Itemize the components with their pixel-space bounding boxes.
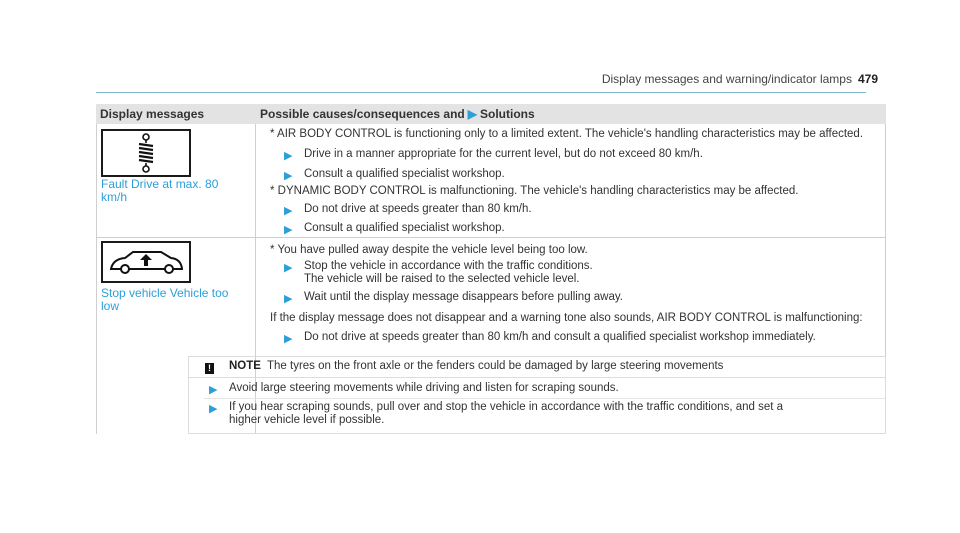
solution-step: Do not drive at speeds greater than 80 km/h. (304, 203, 532, 215)
solution-step: Consult a qualified specialist workshop. (304, 222, 505, 234)
col-header-solutions: Possible causes/consequences and ▶ Solutions (260, 107, 535, 121)
arrow-right-icon: ▶ (467, 107, 477, 121)
note-item-continued: higher vehicle level if possible. (229, 414, 385, 426)
note-header (189, 357, 885, 378)
suspension-spring-icon (101, 129, 191, 177)
solution-step: Do not drive at speeds greater than 80 km/h and consult a qualified specialist workshop immediately. (304, 331, 816, 343)
cause-text: * You have pulled away despite the vehicle level being too low. (270, 244, 588, 256)
cause-text: * DYNAMIC BODY CONTROL is malfunctioning. The vehicle's handling characteristics may be affected. (270, 185, 799, 197)
page-header-title: Display messages and warning/indicator lamps 479 (601, 72, 878, 86)
solution-step: Consult a qualified specialist workshop. (304, 168, 505, 180)
page-number: 479 (857, 72, 878, 86)
note-text: The tyres on the front axle or the fenders could be damaged by large steering movements (267, 360, 724, 372)
row-divider (96, 237, 886, 238)
step-arrow-icon: ▶ (284, 262, 293, 274)
note-box (188, 356, 886, 434)
table-header (96, 104, 886, 124)
step-arrow-icon: ▶ (209, 384, 218, 396)
solution-step: Stop the vehicle in accordance with the traffic conditions. (304, 260, 593, 272)
step-arrow-icon: ▶ (284, 150, 293, 162)
note-item: Avoid large steering movements while driving and listen for scraping sounds. (229, 382, 619, 394)
cause-text: * AIR BODY CONTROL is functioning only to a limited extent. The vehicle's handling characteristics may be affected. (270, 128, 864, 140)
step-arrow-icon: ▶ (284, 333, 293, 345)
note-item: If you hear scraping sounds, pull over and stop the vehicle in accordance with the traffic conditions, and set a (229, 401, 784, 413)
vehicle-level-icon (101, 241, 191, 283)
warning-icon: ! (205, 363, 214, 374)
solution-step: Wait until the display message disappears before pulling away. (304, 291, 623, 303)
step-arrow-icon: ▶ (284, 170, 293, 182)
note-label: NOTE (229, 360, 261, 372)
display-message-fault: Fault Drive at max. 80 km/h (101, 177, 219, 204)
step-arrow-icon: ▶ (209, 403, 218, 415)
step-arrow-icon: ▶ (284, 224, 293, 236)
condition-text: If the display message does not disappear and a warning tone also sounds, AIR BODY CONTROL is malfunctioning: (270, 312, 863, 324)
solution-result: The vehicle will be raised to the selected vehicle level. (304, 273, 580, 285)
note-separator (204, 398, 885, 399)
step-arrow-icon: ▶ (284, 205, 293, 217)
step-arrow-icon: ▶ (284, 293, 293, 305)
header-rule (96, 92, 866, 93)
col-header-display-messages: Display messages (100, 107, 205, 121)
table-border-left (96, 124, 97, 434)
solution-step: Drive in a manner appropriate for the current level, but do not exceed 80 km/h. (304, 148, 703, 160)
display-message-stop-vehicle: Stop vehicle Vehicle too low (101, 286, 229, 313)
